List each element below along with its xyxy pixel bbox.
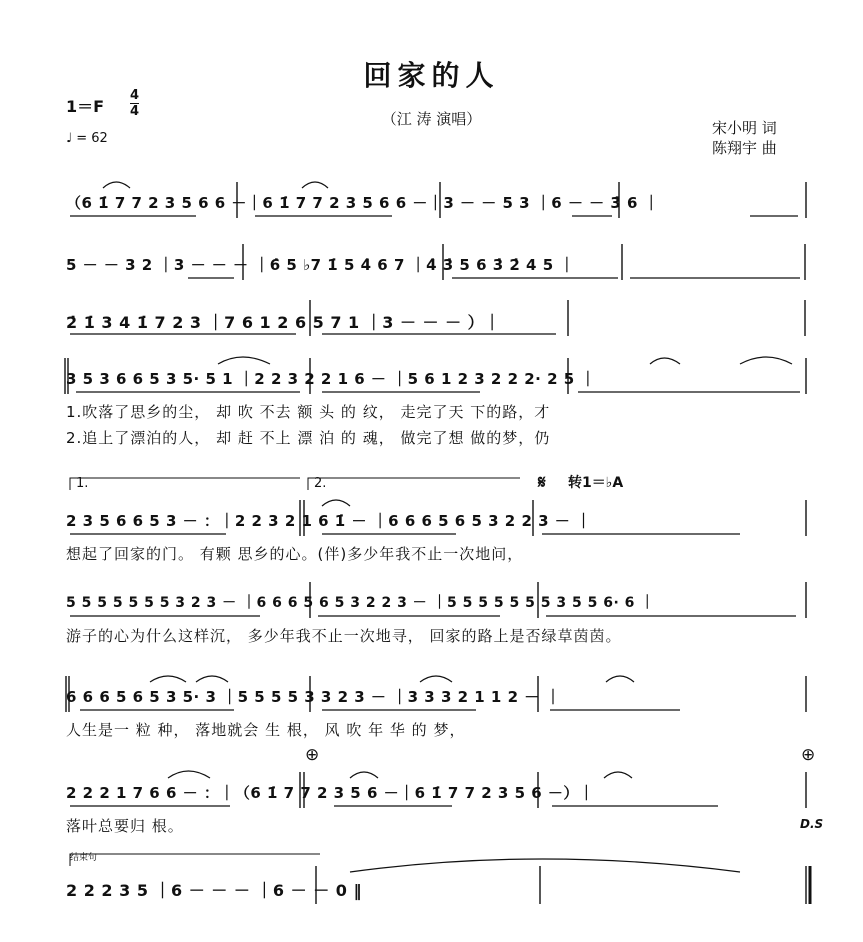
- lyric-line-e: 落叶总要归 根。: [66, 817, 184, 835]
- time-signature: [130, 88, 139, 119]
- segno-sign: 𝄋: [538, 472, 546, 493]
- key-change-label: 转1＝♭A: [568, 475, 624, 491]
- lyric-line-b: 想起了回家的门。 有颗 思乡的心。(伴)多少年我不止一次地问，: [66, 545, 524, 563]
- ending-section-label: 结束句: [70, 853, 98, 863]
- coda-sign-left: ⊕: [305, 745, 320, 765]
- volta-2-label: 2.: [314, 476, 327, 491]
- coda-sign-right: ⊕: [801, 745, 816, 765]
- notation-line-4: 3 5 3 6 6 5 3 5· 5 1 ｜2 2 3 2 2 1 6 － ｜5 6 1 2 3 2 2 2· 2 5 ｜: [66, 370, 596, 388]
- notation-line-3: 2̇ 1̇ 3 4 1̇ 7 2 3 ｜7 6 1 2 6 5 7 1 ｜3 － － － ）｜: [66, 313, 501, 332]
- time-signature-bottom: 4: [130, 104, 140, 119]
- key-signature: 1＝F: [66, 97, 105, 116]
- lyric-line-c: 游子的心为什么这样沉， 多少年我不止一次地寻， 回家的路上是否绿草茵茵。: [66, 627, 622, 645]
- notation-line-5: 2 3 5 6 6 5 3 － ：｜2 2 3 2 1 6 1̇ － ｜6 6 6 5 6 5 3 2 2 3 － ｜: [66, 512, 592, 530]
- time-signature-top: 4: [130, 88, 140, 103]
- volta-1-label: 1.: [76, 476, 89, 491]
- lyric-verse2-a: 2.追上了漂泊的人， 却 赶 不上 漂 泊 的 魂， 做完了想 做的梦，仍: [66, 429, 551, 447]
- ds-label: D.S: [800, 817, 824, 831]
- lyric-verse1-a: 1.吹落了思乡的尘， 却 吹 不去 额 头 的 纹， 走完了天 下的路，才: [66, 403, 551, 421]
- notation-line-2: 5 － － 3 2 ｜3 － － － ｜6̇ 5 ♭7 1̇ 5 4̇ 6 7 ｜4̇ 3̇ 5 6 3̇ 2̇ 4 5 ｜: [66, 256, 575, 274]
- notation-line-7: 6 6 6 5 6 5 3 5· 3 ｜5 5 5 5 3 3 2 3 － ｜3 3 3 2 1 1 2 － ｜: [66, 688, 561, 706]
- notation-line-6: 5 5 5 5 5 5 5 3 2 3 － ｜6 6 6 5 6 5 3 2 2 3 － ｜5 5 5 5 5 5 5 3 5 5 6· 6 ｜: [66, 595, 655, 611]
- lyricist-credit: 宋小明 词: [712, 119, 777, 137]
- notation-line-9: 2 2 2 3 5 ｜6 － － － ｜6 － － 0 ‖: [66, 881, 362, 900]
- lyric-line-d: 人生是一 粒 种， 落地就会 生 根， 风 吹 年 华 的 梦，: [66, 721, 466, 739]
- song-title: 回家的人: [363, 59, 500, 92]
- composer-credit: 陈翔宇 曲: [712, 139, 777, 157]
- notation-line-1: （6 1̇ 7 7 2 3 5 6 6 －｜6 1̇ 7 7 2 3 5 6 6 －｜3 － － 5 3 ｜6 － － 3̇ 6 ｜: [66, 194, 660, 212]
- tempo-marking: ♩ = 62: [66, 131, 108, 146]
- notation-line-8: 2 2 2 1 7 6 6 － ：｜（6 1̇ 7 7 2 3 5 6 －｜6 1̇ 7 7 2 3 5 6 －）｜: [66, 784, 595, 802]
- performer-subtitle: （江 涛 演唱）: [381, 110, 482, 128]
